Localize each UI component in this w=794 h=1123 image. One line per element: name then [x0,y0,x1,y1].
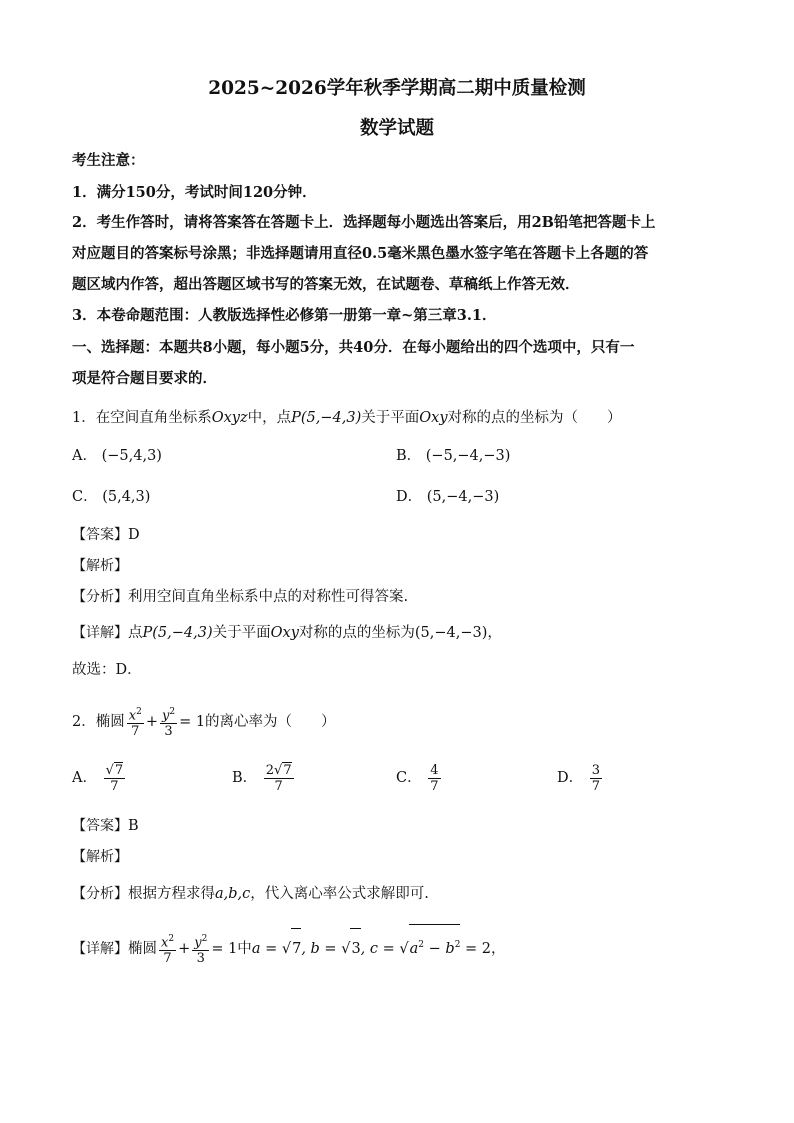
q1-option-b [396,446,510,466]
radical-expression [409,924,461,969]
var-a: a = [251,940,282,957]
exponent: 2 [168,933,175,944]
question-1-stem [72,408,622,428]
xiangjie-text: 点 [128,625,143,641]
denominator: 7 [163,951,172,966]
xiangjie-result: (5,−4,−3) [414,625,488,641]
radicand: 3 [350,928,360,969]
xiangjie-text: 对称的点的坐标为 [298,625,415,641]
fraction-y2-over-3 [192,932,209,966]
option-value: (−5,4,3) [101,448,162,464]
q1-point: P(5,−4,3) [291,410,362,426]
q1-answer [72,525,140,545]
xiangjie-text: = 2， [460,940,506,957]
option-value: (−5,−4,−3) [425,448,511,464]
exponent: 2 [201,933,208,944]
fenxi-text: ，代入离心率公式求解即可. [250,886,429,902]
fraction-x2-over-7 [159,932,176,966]
option-label: B． [396,448,422,464]
numerator: x [128,708,137,724]
var-b: , b = [301,940,342,957]
q2-xiangjie: 【详解】椭圆 $\frac{x^2}{7}$ + $\frac{y^2}{3}$ = 1中a = √7, b = √3, $c = √a^2 - b^2 = 2$， [72,924,506,969]
question-2-stem [72,702,336,742]
q1-xiangjie [72,623,502,643]
q2-answer [72,816,139,836]
notice-item-2-line-2: 对应题目的答案标号涂黑；非选择题请用直径0.5毫米黑色墨水签字笔在答题卡上各题的答 [72,245,649,262]
exponent: 2 [169,706,176,717]
option-label: A． [72,448,97,464]
analysis-tag: 【解析】 [72,849,128,865]
plus-sign: + [145,714,158,730]
q1-stem-text: 对称的点的坐标为（ ） [447,410,622,426]
fenxi-text: 利用空间直角坐标系中点的对称性可得答案. [128,589,409,605]
q1-conclusion: 故选：D． [72,662,142,678]
q2-stem-text: 2．椭圆 [72,714,125,730]
xiangjie-text: 关于平面 [212,625,271,641]
section-heading-line-1: 一、选择题：本题共8小题，每小题5分，共40分．在每小题给出的四个选项中，只有一 [72,339,635,356]
fenxi-tag: 【分析】 [72,886,128,902]
notice-item-2-line-3: 题区域内作答，超出答题区域书写的答案无效，在试题卷、草稿纸上作答无效． [72,276,580,293]
denominator: 3 [164,724,173,740]
option-value: (5,4,3) [102,489,151,505]
numerator: 3 [591,762,601,778]
answer-tag: 【答案】 [72,818,128,834]
xiangjie-point: P(5,−4,3) [142,625,213,641]
fraction-x2-over-7 [127,705,144,739]
q1-option-c [72,487,150,507]
fenxi-text: 根据方程求得 [128,886,215,902]
answer-value: D [128,527,140,543]
option-label: D． [557,770,584,786]
q1-fenxi [72,587,408,607]
option-label: C． [396,770,422,786]
denominator: 7 [110,779,119,794]
numerator: 4 [430,762,439,778]
exponent: 2 [454,940,461,950]
exam-subtitle: 数学试题 [359,118,434,139]
section-heading-line-2: 项是符合题目要求的． [72,370,217,387]
option-value: (5,−4,−3) [426,489,500,505]
denominator: 7 [591,778,601,794]
radicand-b: − b [424,940,455,957]
option-fraction [590,763,602,794]
radicand: 7 [283,763,292,778]
option-label: C． [72,489,98,505]
denominator: 7 [430,778,439,794]
xiangjie-text: = 1中 [211,940,252,957]
numerator: y [161,708,170,724]
fenxi-vars: a,b,c [215,886,251,902]
q1-stem-text: 1．在空间直角坐标系 [72,410,212,426]
q1-option-d [396,487,499,507]
answer-tag: 【答案】 [72,527,128,543]
option-fraction: $\frac{2√7}{7}$ [265,763,292,794]
q1-stem-text: 中，点 [247,410,292,426]
numerator: x [161,935,169,950]
xiangjie-text: ， [487,625,502,641]
xiangjie-plane: Oxy [270,625,299,641]
option-label: D． [396,489,423,505]
q2-stem-text: 的离心率为（ ） [205,714,336,730]
xiangjie-tag: 【详解】 [72,940,128,957]
radicand-a: a [409,940,419,957]
denominator: 7 [131,724,140,740]
xiangjie-tag: 【详解】 [72,625,128,641]
numerator: y [194,935,202,950]
q1-analysis-tag [72,556,128,576]
q2-option-d [557,760,604,796]
radicand: 7 [291,928,301,969]
q1-option-a [72,446,162,466]
q2-option-a [72,760,127,796]
q2-analysis-tag [72,847,128,867]
q2-fenxi [72,884,429,904]
exponent: 2 [136,706,142,717]
notice-heading: 考生注意： [72,152,145,169]
var-c: , c = [360,940,400,957]
notice-item-2-line-1: 2．考生作答时，请将答案答在答题卡上．选择题每小题选出答案后，用2B铅笔把答题卡上 [72,214,656,231]
q2-equals: = 1 [179,714,206,730]
q2-option-c [396,760,443,796]
xiangjie-text: 椭圆 [128,940,157,957]
option-fraction: $\frac{√7}{7}$ [105,763,124,794]
option-label: A． [72,770,97,786]
q2-option-b [232,760,296,796]
analysis-tag: 【解析】 [72,558,128,574]
fraction-y2-over-3 [160,705,177,739]
answer-value: B [128,818,139,834]
option-label: B． [232,770,258,786]
exponent: 2 [418,940,425,950]
option-fraction [428,763,440,794]
radicand: 7 [114,763,124,778]
denominator: 7 [274,779,283,794]
exam-title: 2025~2026学年秋季学期高二期中质量检测 [208,78,586,99]
q1-coordinate-system: Oxyz [211,410,248,426]
coefficient: 2 [265,763,275,778]
fenxi-tag: 【分析】 [72,589,128,605]
denominator: 3 [196,951,205,966]
notice-item-3: 3．本卷命题范围：人教版选择性必修第一册第一章~第三章3.1． [72,307,497,324]
q1-plane: Oxy [419,410,448,426]
plus-sign: + [178,940,191,957]
q1-stem-text: 关于平面 [361,410,420,426]
notice-item-1: 1．满分150分，考试时间120分钟． [72,184,317,201]
